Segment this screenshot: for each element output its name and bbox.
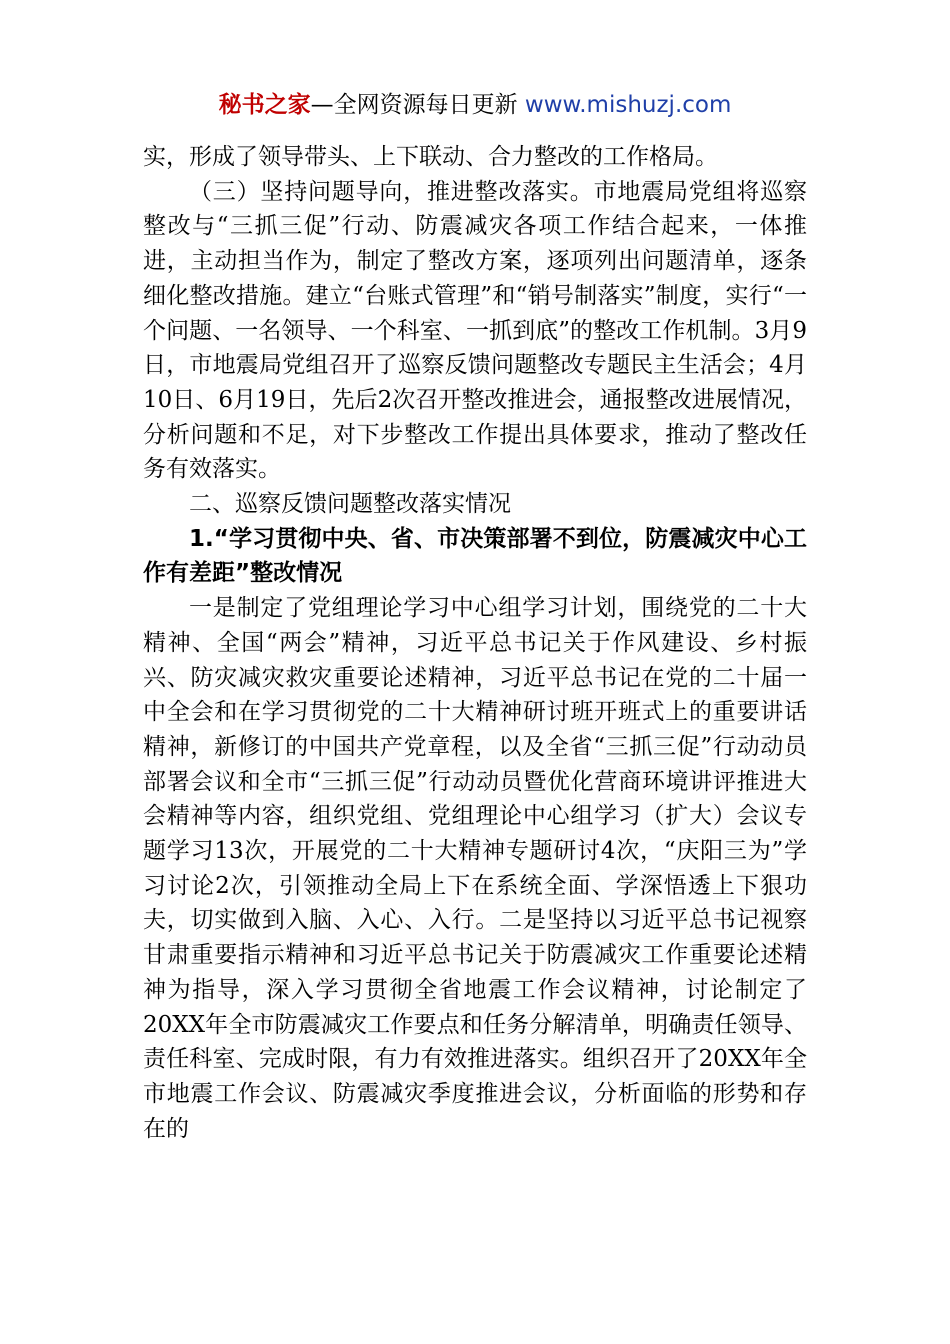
subsection-heading: 1.“学习贯彻中央、省、市决策部署不到位，防震减灾中心工作有差距”整改情况 <box>143 525 807 587</box>
paragraph-body: 一是制定了党组理论学习中心组学习计划，围绕党的二十大精神、全国“两会”精神，习近平总书记关于作风建设、乡村振兴、防灾减灾救灾重要论述精神，习近平总书记在党的二十届一中全会和在学习贯彻党的二十大精神研讨班开班式上的重要讲话精神，新修订的中国共产党章程，以及全省“三抓三促”行动动员部署会议和全市“三抓三促”行动动员暨优化营商环境讲评推进大会精神等内容，组织党组、党组理论中心组学习（扩大）会议专题学习13次，开展党的二十大精神专题研讨4次，“庆阳三为”学习讨论2次，引领推动全局上下在系统全面、学深悟透上下狠功夫，切实做到入脑、入心、入行。二是坚持以习近平总书记视察甘肃重要指示精神和习近平总书记关于防震减灾工作重要论述精神为指导，深入学习贯彻全省地震工作会议精神，讨论制定了20XX年全市防震减灾工作要点和任务分解清单，明确责任领导、责任科室、完成时限，有力有效推进落实。组织召开了20XX年全市地震工作会议、防震减灾季度推进会议，分析面临的形势和存在的 <box>143 595 807 1142</box>
document-body <box>143 140 807 1146</box>
section-heading: 二、巡察反馈问题整改落实情况 <box>189 491 511 518</box>
header-tagline: —全网资源每日更新 <box>310 92 525 118</box>
paragraph-continuation: 实，形成了领导带头、上下联动、合力整改的工作格局。 <box>143 144 718 170</box>
page-header <box>0 88 950 122</box>
brand-name: 秘书之家 <box>218 92 311 118</box>
paragraph-section-three: （三）坚持问题导向，推进整改落实。市地震局党组将巡察整改与“三抓三促”行动、防震减灾各项工作结合起来，一体推进，主动担当作为，制定了整改方案，逐项列出问题清单，逐条细化整改措施。建立“台账式管理”和“销号制落实”制度，实行“一个问题、一名领导、一个科室、一抓到底”的整改工作机制。3月9日，市地震局党组召开了巡察反馈问题整改专题民主生活会；4月10日、6月19日，先后2次召开整改推进会，通报整改进展情况，分析问题和不足，对下步整改工作提出具体要求，推动了整改任务有效落实。 <box>143 178 807 483</box>
site-url-link[interactable]: www.mishuzj.com <box>524 92 732 118</box>
